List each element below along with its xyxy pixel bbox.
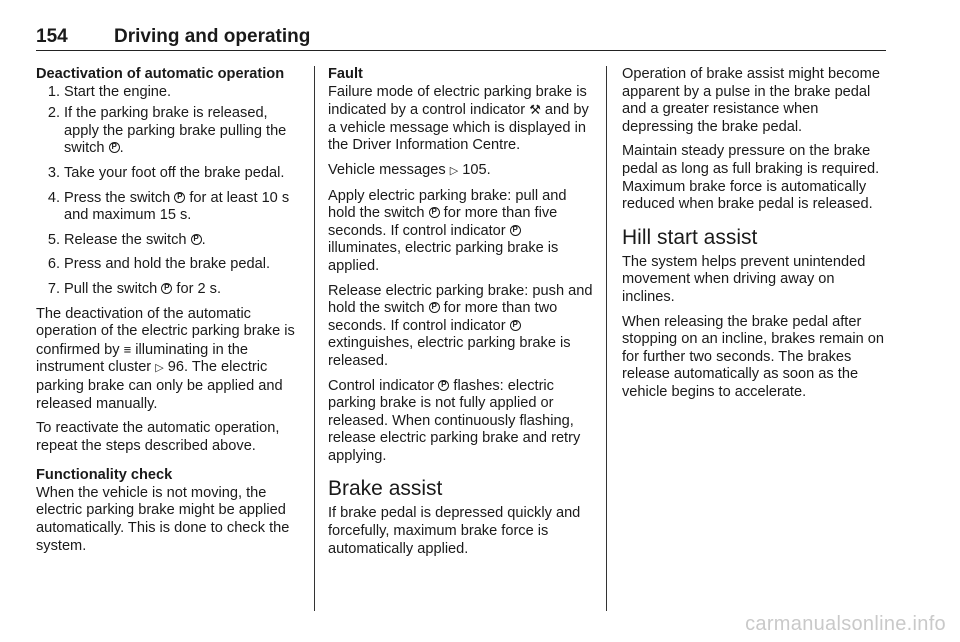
list-item: 2. If the parking brake is released, apply the parking brake pulling the switch P . — [36, 105, 302, 158]
section-heading: Functionality check — [36, 467, 173, 484]
column-1 — [36, 66, 302, 562]
paragraph: If brake pedal is depressed quickly and forcefully, maximum brake force is automatically applied. — [328, 505, 581, 557]
paragraph: To reactivate the automatic operation, repeat the steps described above. — [36, 420, 280, 454]
parking-brake-icon — [161, 283, 172, 294]
parking-brake-icon — [191, 234, 202, 245]
paragraph: Operation of brake assist might become apparent by a pulse in the brake pedal and a greater resistance when depressing the brake pedal. — [622, 66, 880, 135]
manual-mode-icon: ≡ — [123, 341, 132, 357]
section-heading: Hill start assist — [622, 225, 758, 249]
parking-brake-icon — [510, 225, 521, 236]
column-divider — [606, 66, 607, 611]
section-heading: Fault — [328, 66, 363, 82]
section-heading: Brake assist — [328, 477, 443, 501]
paragraph: When releasing the brake pedal after stopping on an incline, brakes remain on for further two seconds. The brakes release automatically as soon as the vehicle begins to accelerate. — [622, 313, 885, 400]
watermark: carmanualsonline.info — [745, 613, 946, 635]
paragraph: Failure mode of electric parking brake is indicated by a control indicator ⚒ and by a vehicle message which is displayed in the Driver Information Centre. — [328, 83, 589, 154]
column-divider — [314, 66, 315, 611]
list-item: 1. Start the engine. — [47, 83, 172, 100]
list-item: 3. Take your foot off the brake pedal. — [47, 164, 285, 181]
parking-brake-icon — [174, 192, 185, 203]
list-item: 4. Press the switch P for at least 10 s and maximum 15 s. — [36, 190, 302, 225]
list-item: 6. Press and hold the brake pedal. — [47, 256, 271, 273]
parking-brake-icon — [429, 302, 440, 313]
section-heading: Deactivation of automatic operation — [36, 66, 285, 82]
page-title: Driving and operating — [114, 26, 311, 47]
paragraph: Apply electric parking brake: pull and hold the switch P for more than five seconds. If control indicator P illuminates, electric parking brake is applied. — [328, 188, 594, 276]
column-3 — [622, 66, 888, 409]
paragraph: Release electric parking brake: push and hold the switch P for more than two seconds. If control indicator P extinguishes, electric parking brake is released. — [328, 283, 594, 371]
reference-arrow-icon: ▷ — [449, 164, 459, 177]
paragraph: Maintain steady pressure on the brake pedal as long as full braking is required. Maximum brake force is automatically reduced when brake pedal is released. — [622, 143, 880, 213]
page-header — [36, 24, 886, 51]
parking-brake-icon — [429, 207, 440, 218]
reference-arrow-icon: ▷ — [155, 362, 164, 375]
paragraph: Vehicle messages ▷ 105. — [328, 161, 491, 178]
paragraph: The system helps prevent unintended movement when driving away on inclines. — [622, 253, 866, 305]
paragraph: The deactivation of the automatic operation of the electric parking brake is confirmed by ≡ illuminating in the instrument cluster ▷ 96. The electric parking brake can only be applied and released manually. — [36, 305, 295, 412]
page-number: 154 — [36, 26, 68, 47]
list-item: 7. Pull the switch P for 2 s. — [36, 281, 302, 299]
paragraph: When the vehicle is not moving, the electric parking brake might be applied automatically. This is done to check the system. — [36, 484, 290, 554]
column-2 — [328, 66, 594, 565]
paragraph: Control indicator P flashes: electric parking brake is not fully applied or released. When continuously flashing, release electric parking brake and retry applying. — [328, 378, 594, 466]
parking-brake-icon — [438, 380, 449, 391]
parking-brake-icon — [510, 320, 521, 331]
parking-brake-icon — [109, 142, 120, 153]
list-item: 5. Release the switch P . — [36, 232, 302, 250]
wrench-icon: ⚒ — [529, 102, 541, 118]
